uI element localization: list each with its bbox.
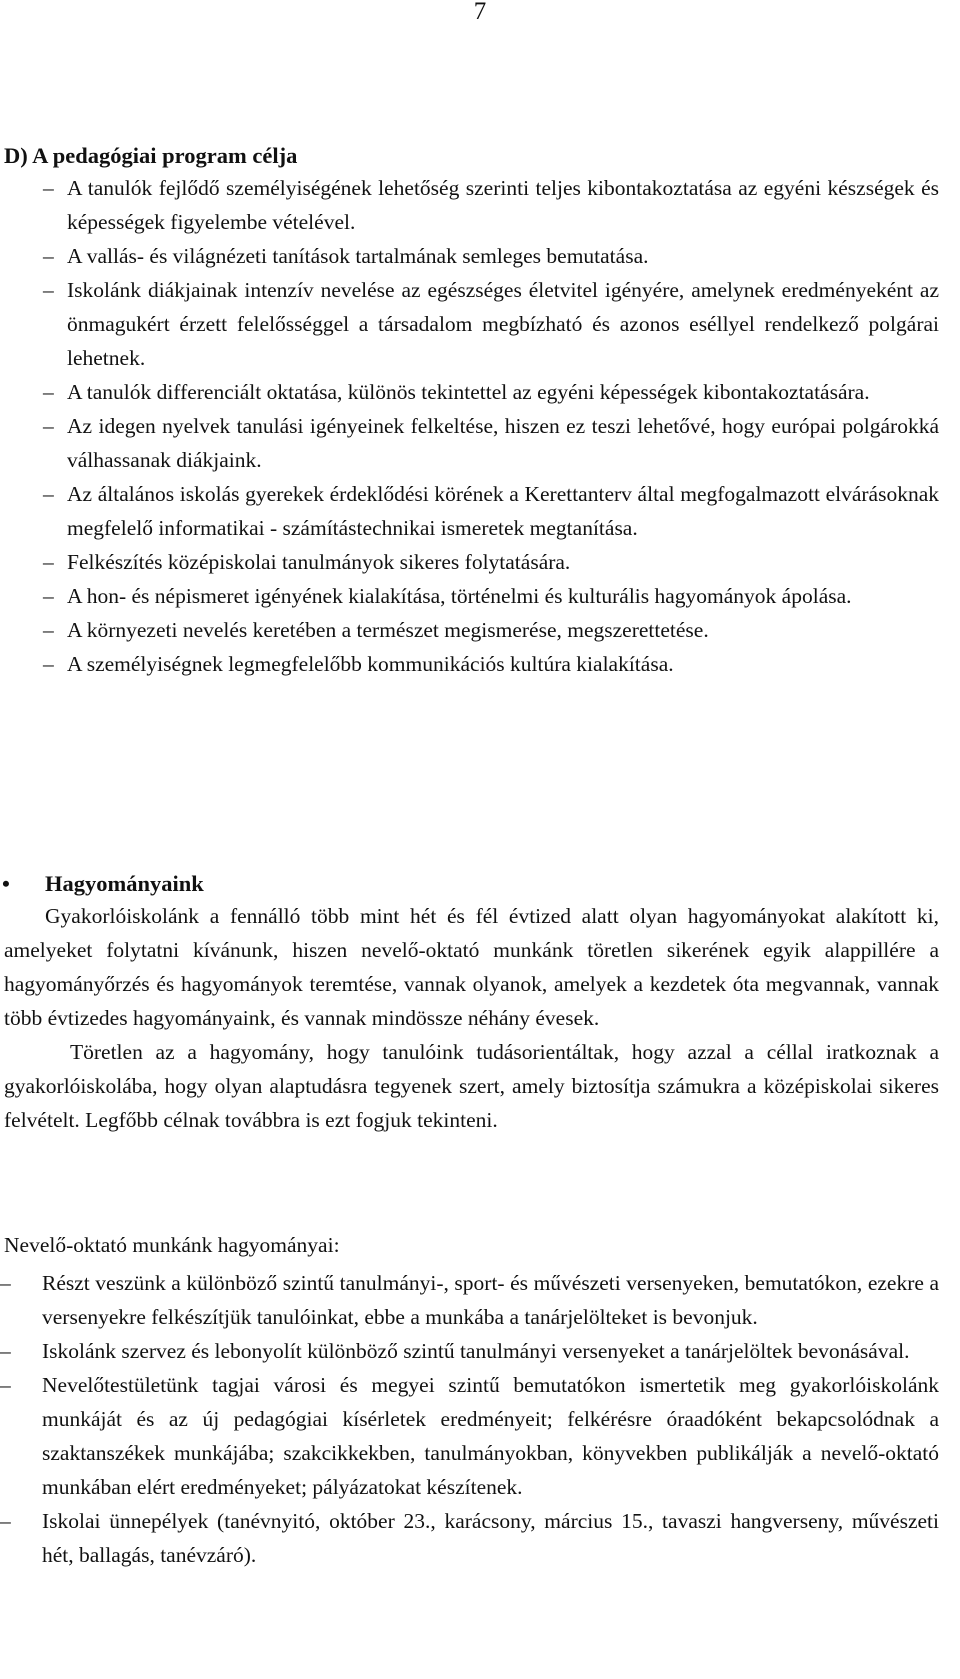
list-item-text: A vallás- és világnézeti tanítások tartalmának semleges bemutatása.	[67, 244, 649, 268]
list-item-text: Az idegen nyelvek tanulási igényeinek felkeltése, hiszen ez teszi lehetővé, hogy európai polgárokká válhassanak diákjaink.	[67, 414, 939, 472]
paragraph: Töretlen az a hagyomány, hogy tanulóink tudásorientáltak, hogy azzal a céllal iratkoznak a gyakorlóiskolába, hogy olyan alaptudásra tegyenek szert, amely biztosítja számukra a középiskolai sikeres felvételt. Legfőbb célnak továbbra is ezt fogjuk tekinteni.	[4, 1040, 939, 1132]
list-item-text: Iskolai ünnepélyek (tanévnyitó, október 23., karácsony, március 15., tavaszi hangverseny, művészeti hét, ballagás, tanévzáró).	[42, 1509, 939, 1567]
list-item	[43, 375, 939, 409]
list-item	[43, 171, 939, 239]
dash-icon: –	[43, 652, 54, 676]
dash-icon: –	[0, 1373, 11, 1397]
list-item	[43, 545, 939, 579]
list-item	[0, 1368, 939, 1504]
dash-icon: –	[0, 1271, 11, 1295]
paragraph: Gyakorlóiskolánk a fennálló több mint hét és fél évtized alatt olyan hagyományokat alakított ki, amelyeket folytatni kívánunk, hiszen nevelő-oktató munkánk töretlen sikerének egyik alappillére a hagyományőrzés és hagyományok teremtése, vannak olyanok, amelyek a kezdetek óta megvannak, vannak több évtizedes hagyományaink, és vannak mindössze néhány évesek.	[4, 904, 939, 1030]
section-heading	[0, 868, 960, 899]
page-number: 7	[473, 0, 487, 25]
dash-icon: –	[43, 618, 54, 642]
dash-icon: –	[0, 1339, 11, 1363]
pedagogical-goals-section	[0, 140, 960, 681]
list-item-text: A környezeti nevelés keretében a természet megismerése, megszerettetése.	[67, 618, 709, 642]
list-item	[43, 477, 939, 545]
list-item-text: Nevelőtestületünk tagjai városi és megyei szintű bemutatókon ismertetik meg gyakorlóiskolánk munkáját és az új pedagógiai kísérletek eredményeit; felkérésre óraadóként bekapcsolódnak a szaktanszékek munkájába; szakcikkekben, tanulmányokban, könyvekben publikálják a nevelő-oktató munkában elért eredményeket; pályázatokat készítenek.	[42, 1373, 939, 1499]
section-heading-text: Hagyományaink	[45, 871, 204, 896]
dash-icon: –	[43, 244, 54, 268]
dash-icon: –	[43, 414, 54, 438]
dash-icon: –	[43, 380, 54, 404]
list-item	[0, 1334, 939, 1368]
list-item	[43, 579, 939, 613]
dash-icon: –	[43, 482, 54, 506]
list-item	[43, 613, 939, 647]
goals-list	[0, 171, 939, 681]
list-item-text: Iskolánk diákjainak intenzív nevelése az egészséges életvitel igényére, amelynek eredményeként az önmagukért érzett felelősséggel a társadalom megbízható és azonos eséllyel rendelkező polgárai lehetnek.	[67, 278, 939, 370]
traditions-section	[0, 868, 960, 1137]
list-item-text: A tanulók differenciált oktatása, különös tekintettel az egyéni képességek kibontakoztatására.	[67, 380, 870, 404]
dash-icon: –	[43, 584, 54, 608]
list-item-text: Iskolánk szervez és lebonyolít különböző szintű tanulmányi versenyeket a tanárjelöltek bevonásával.	[42, 1339, 910, 1363]
list-item	[43, 239, 939, 273]
dash-icon: –	[43, 176, 54, 200]
list-item	[43, 647, 939, 681]
traditions-list	[0, 1266, 939, 1572]
list-item-text: A személyiségnek legmegfelelőbb kommunikációs kultúra kialakítása.	[67, 652, 674, 676]
section-heading: D) A pedagógiai program célja	[4, 143, 298, 168]
list-item	[0, 1504, 939, 1572]
list-item-text: A tanulók fejlődő személyiségének lehetőség szerinti teljes kibontakoztatása az egyéni készségek és képességek figyelembe vételével.	[67, 176, 939, 234]
dash-icon: –	[43, 550, 54, 574]
list-item	[43, 409, 939, 477]
list-item-text: Felkészítés középiskolai tanulmányok sikeres folytatására.	[67, 550, 571, 574]
list-intro: Nevelő-oktató munkánk hagyományai:	[4, 1233, 340, 1257]
dash-icon: –	[43, 278, 54, 302]
list-item	[0, 1266, 939, 1334]
list-item-text: A hon- és népismeret igényének kialakítása, történelmi és kulturális hagyományok ápolása.	[67, 584, 852, 608]
list-item	[43, 273, 939, 375]
dash-icon: –	[0, 1509, 11, 1533]
list-item-text: Az általános iskolás gyerekek érdeklődési körének a Kerettanterv által megfogalmazott elvárásoknak megfelelő informatikai - számítástechnikai ismeretek megtanítása.	[67, 482, 939, 540]
bullet-icon: •	[2, 871, 10, 896]
list-item-text: Részt veszünk a különböző szintű tanulmányi-, sport- és művészeti versenyeken, bemutatókon, ezekre a versenyekre felkészítjük tanulóinkat, ebbe a munkába a tanárjelölteket is bevonjuk.	[42, 1271, 939, 1329]
traditions-list-section	[0, 1228, 960, 1572]
